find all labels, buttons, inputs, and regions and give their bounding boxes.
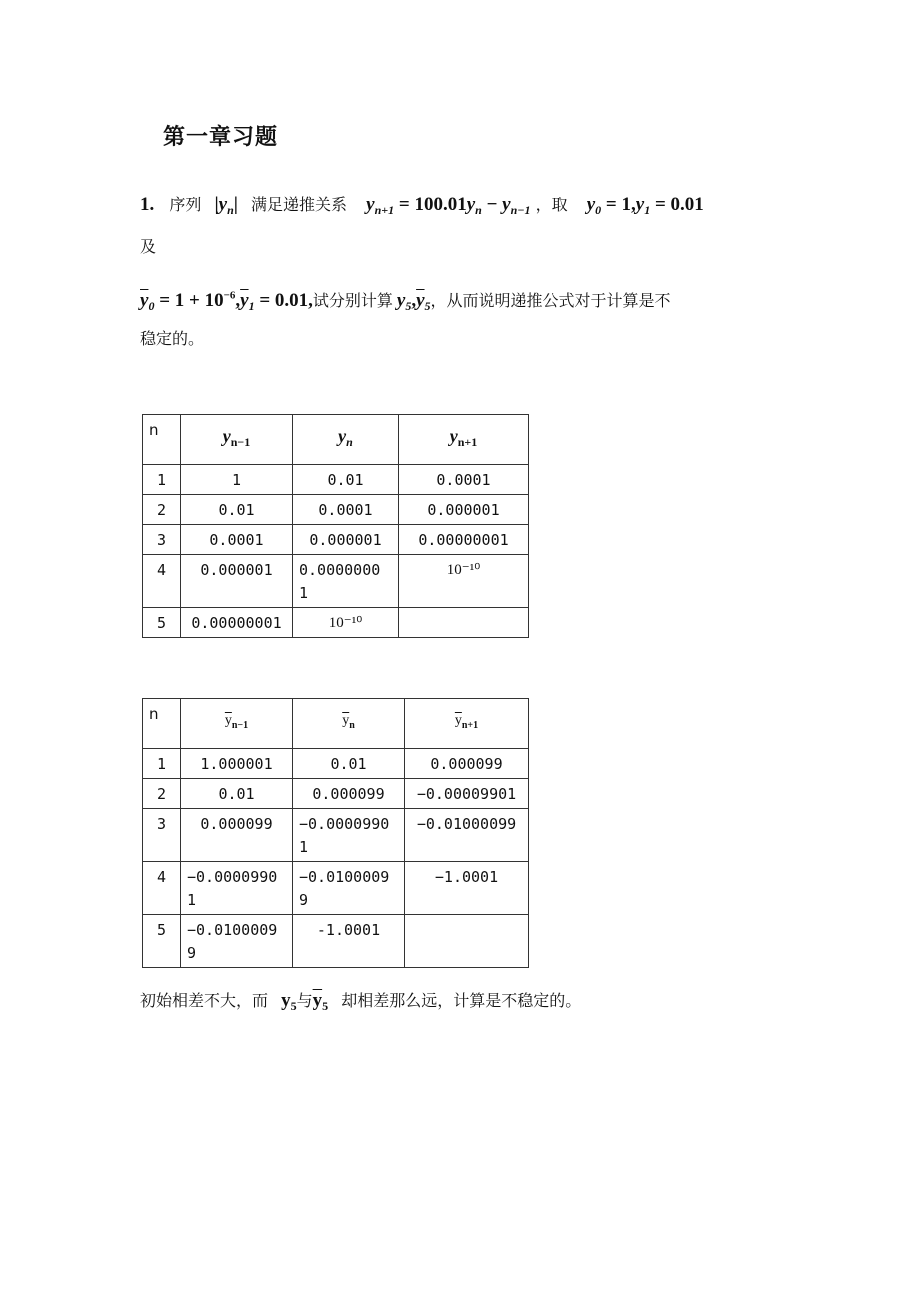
cell: 0.000099 (181, 809, 293, 862)
header-ybar-prev: $\overline{y}_{n-1}$ (181, 699, 293, 749)
problem-text-4: 试分别计算 (312, 291, 393, 310)
table-row (143, 809, 529, 862)
cell: 0.000099 (405, 749, 529, 779)
cell-n: 4 (143, 862, 181, 915)
initial-values: $y_0 = 1,y_1 = 0.01$ (586, 194, 704, 217)
conclusion-text-1: 初始相差不大，而 (140, 991, 269, 1010)
cell-n: 3 (143, 809, 181, 862)
conclusion-line (140, 988, 581, 1014)
problem-text-5: ，从而说明递推公式对于计算是不 (430, 291, 671, 310)
header-y-next: $y_{n+1}$ (399, 415, 529, 465)
cell-n: 5 (143, 608, 181, 638)
cell-n: 1 (143, 465, 181, 495)
cell: 0.000001 (293, 525, 399, 555)
cell-n: 4 (143, 555, 181, 608)
problem-text-2: 满足递推关系 (251, 195, 348, 214)
cell: 0.01 (293, 465, 399, 495)
cell: 0.01 (293, 749, 405, 779)
cell (405, 915, 529, 968)
cell: −0.0100009 9 (181, 915, 293, 968)
target-values: $y_5,\overline{y}_5$ (396, 290, 431, 313)
cell-n: 5 (143, 915, 181, 968)
y5-symbol: $y_5$ (281, 990, 297, 1013)
cell-n: 3 (143, 525, 181, 555)
table-row (143, 749, 529, 779)
problem-number: 1. (140, 194, 155, 215)
cell: 0.0001 (181, 525, 293, 555)
recurrence-formula: $y_{n+1} = 100.01y_n - y_{n-1}$ (366, 194, 531, 217)
problem-and: 及 (140, 237, 157, 256)
table-row (143, 525, 529, 555)
cell: 0.01 (181, 495, 293, 525)
table-row (143, 465, 529, 495)
cell (399, 608, 529, 638)
problem-text-1: 序列 (169, 195, 202, 214)
cell: -1.0001 (293, 915, 405, 968)
perturbed-initial-values: $\overline{y}_0 = 1 + 10^{-6},\overline{y}_1 = 0.01$, (140, 289, 313, 313)
table-perturbed (142, 698, 529, 968)
header-y-prev: $y_{n-1}$ (181, 415, 293, 465)
cell-n: 2 (143, 779, 181, 809)
table-row (143, 555, 529, 608)
cell: −0.0000990 1 (181, 862, 293, 915)
header-ybar-next: $\overline{y}_{n+1}$ (405, 699, 529, 749)
table-row (143, 862, 529, 915)
cell-n: 1 (143, 749, 181, 779)
ybar5-symbol: $\overline{y}_5$ (312, 990, 329, 1013)
sequence-symbol: $|y_n|$ (214, 194, 238, 217)
table-row (143, 495, 529, 525)
table-row (143, 608, 529, 638)
problem-text-3: ，取 (535, 195, 568, 214)
cell: −0.01000099 (405, 809, 529, 862)
cell: 0.01 (181, 779, 293, 809)
table-row (143, 915, 529, 968)
table-exact (142, 414, 529, 638)
cell: 0.0001 (399, 465, 529, 495)
cell: 10⁻¹⁰ (293, 608, 399, 638)
cell: −0.00009901 (405, 779, 529, 809)
table-row (143, 779, 529, 809)
page-title: 第一章习题 (163, 125, 279, 150)
cell: 0.0001 (293, 495, 399, 525)
conclusion-with: 与 (296, 991, 313, 1010)
cell: −0.0000990 1 (293, 809, 405, 862)
cell-n: 2 (143, 495, 181, 525)
cell: 0.000099 (293, 779, 405, 809)
problem-text-6: 稳定的。 (140, 329, 205, 348)
table-header-row (143, 415, 529, 465)
cell: 1 (181, 465, 293, 495)
problem-line-1 (140, 192, 704, 218)
table-header-row (143, 699, 529, 749)
cell: 0.00000001 (181, 608, 293, 638)
problem-line-2 (140, 288, 671, 314)
conclusion-text-2: 却相差那么远，计算是不稳定的。 (341, 991, 582, 1010)
header-n: n (143, 699, 181, 749)
cell: −1.0001 (405, 862, 529, 915)
header-n: n (143, 415, 181, 465)
cell: 0.000001 (181, 555, 293, 608)
cell: −0.0100009 9 (293, 862, 405, 915)
cell: 0.00000001 (399, 525, 529, 555)
header-ybar-curr: $\overline{y}_n$ (293, 699, 405, 749)
cell: 1.000001 (181, 749, 293, 779)
header-y-curr: $y_n$ (293, 415, 399, 465)
cell: 10⁻¹⁰ (399, 555, 529, 608)
cell: 0.0000000 1 (293, 555, 399, 608)
cell: 0.000001 (399, 495, 529, 525)
